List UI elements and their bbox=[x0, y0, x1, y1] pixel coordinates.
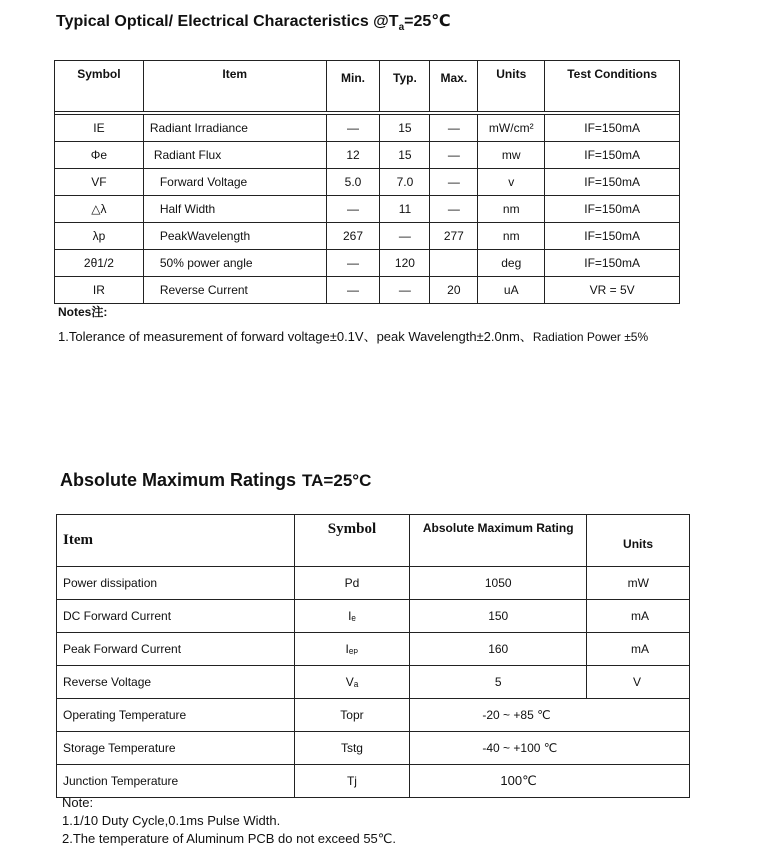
table-row bbox=[57, 633, 690, 666]
table-row bbox=[55, 277, 680, 304]
units-cell: mA bbox=[587, 633, 690, 666]
symbol-cell: Tj bbox=[294, 765, 410, 798]
symbol-cell: IR bbox=[55, 277, 144, 304]
table-row bbox=[55, 196, 680, 223]
units-cell: uA bbox=[478, 277, 545, 304]
note-label: Note: bbox=[62, 795, 94, 810]
table-header-row bbox=[55, 61, 680, 112]
min-cell: — bbox=[326, 277, 380, 304]
header-cell: Min. bbox=[326, 61, 380, 112]
units-cell: nm bbox=[478, 196, 545, 223]
item-cell: Forward Voltage bbox=[143, 169, 326, 196]
header-cell: Symbol bbox=[294, 515, 410, 567]
symbol-cell: 2θ1/2 bbox=[55, 250, 144, 277]
rating-cell: 1050 bbox=[410, 567, 587, 600]
max-cell: — bbox=[430, 196, 478, 223]
condition-cell: IF=150mA bbox=[545, 196, 680, 223]
typ-cell: 11 bbox=[380, 196, 430, 223]
notes-label: Notes注: bbox=[58, 305, 108, 319]
table-row bbox=[57, 732, 690, 765]
table-row bbox=[55, 250, 680, 277]
header-cell: Units bbox=[478, 61, 545, 112]
condition-cell: IF=150mA bbox=[545, 169, 680, 196]
max-cell bbox=[430, 250, 478, 277]
max-cell: 277 bbox=[430, 223, 478, 250]
typ-cell: 15 bbox=[380, 115, 430, 142]
units-cell: mW bbox=[587, 567, 690, 600]
min-cell: — bbox=[326, 250, 380, 277]
item-cell: Operating Temperature bbox=[57, 699, 295, 732]
symbol-cell: Tstg bbox=[294, 732, 410, 765]
symbol-cell: Iₑ bbox=[294, 600, 410, 633]
typ-cell: 15 bbox=[380, 142, 430, 169]
condition-cell: IF=150mA bbox=[545, 250, 680, 277]
rating-cell: -40 ~ +100 ℃ bbox=[410, 732, 690, 765]
table-row bbox=[55, 115, 680, 142]
typ-cell: — bbox=[380, 223, 430, 250]
header-cell: Test Conditions bbox=[545, 61, 680, 112]
table-row bbox=[55, 169, 680, 196]
item-cell: Half Width bbox=[143, 196, 326, 223]
rating-cell: 100℃ bbox=[410, 765, 690, 798]
rating-cell: 160 bbox=[410, 633, 587, 666]
item-cell: PeakWavelength bbox=[143, 223, 326, 250]
header-cell: Symbol bbox=[55, 61, 144, 112]
symbol-cell: Pd bbox=[294, 567, 410, 600]
typ-cell: 7.0 bbox=[380, 169, 430, 196]
note-line: 1.1/10 Duty Cycle,0.1ms Pulse Width. bbox=[62, 813, 281, 828]
condition-cell: IF=150mA bbox=[545, 115, 680, 142]
max-cell: — bbox=[430, 169, 478, 196]
item-cell: Storage Temperature bbox=[57, 732, 295, 765]
symbol-cell: VF bbox=[55, 169, 144, 196]
symbol-cell: Φe bbox=[55, 142, 144, 169]
min-cell: 12 bbox=[326, 142, 380, 169]
table-row bbox=[57, 765, 690, 798]
condition-cell: VR = 5V bbox=[545, 277, 680, 304]
typ-cell: — bbox=[380, 277, 430, 304]
units-cell: mw bbox=[478, 142, 545, 169]
rating-cell: 5 bbox=[410, 666, 587, 699]
units-cell: mW/cm² bbox=[478, 115, 545, 142]
min-cell: — bbox=[326, 196, 380, 223]
symbol-cell: λp bbox=[55, 223, 144, 250]
header-cell: Item bbox=[57, 515, 295, 567]
item-cell: Reverse Current bbox=[143, 277, 326, 304]
header-cell: Absolute Maximum Rating bbox=[410, 515, 587, 567]
units-cell: V bbox=[587, 666, 690, 699]
item-cell: DC Forward Current bbox=[57, 600, 295, 633]
item-cell: Reverse Voltage bbox=[57, 666, 295, 699]
units-cell: deg bbox=[478, 250, 545, 277]
absolute-max-ratings-table bbox=[56, 514, 690, 798]
condition-cell: IF=150mA bbox=[545, 142, 680, 169]
header-cell: Item bbox=[143, 61, 326, 112]
units-cell: nm bbox=[478, 223, 545, 250]
section1-title: Typical Optical/ Electrical Characteristics $@T_a=25℃$ bbox=[56, 13, 451, 34]
max-cell: 20 bbox=[430, 277, 478, 304]
item-cell: 50% power angle bbox=[143, 250, 326, 277]
header-cell: Max. bbox=[430, 61, 478, 112]
symbol-cell: Topr bbox=[294, 699, 410, 732]
item-cell: Junction Temperature bbox=[57, 765, 295, 798]
table-row bbox=[57, 600, 690, 633]
units-cell: mA bbox=[587, 600, 690, 633]
header-cell: Units bbox=[587, 515, 690, 567]
rating-cell: -20 ~ +85 ℃ bbox=[410, 699, 690, 732]
min-cell: — bbox=[326, 115, 380, 142]
section2-title: Absolute Maximum Ratings TA=25°C bbox=[60, 470, 372, 490]
table-row bbox=[57, 666, 690, 699]
symbol-cell: Vₐ bbox=[294, 666, 410, 699]
max-cell: — bbox=[430, 115, 478, 142]
header-cell: Typ. bbox=[380, 61, 430, 112]
min-cell: 267 bbox=[326, 223, 380, 250]
item-cell: Power dissipation bbox=[57, 567, 295, 600]
rating-cell: 150 bbox=[410, 600, 587, 633]
item-cell: Radiant Irradiance bbox=[143, 115, 326, 142]
max-cell: — bbox=[430, 142, 478, 169]
condition-cell: IF=150mA bbox=[545, 223, 680, 250]
table-row bbox=[57, 699, 690, 732]
table-row bbox=[57, 567, 690, 600]
item-cell: Radiant Flux bbox=[143, 142, 326, 169]
table-row bbox=[55, 142, 680, 169]
table-row bbox=[55, 223, 680, 250]
tolerance-note: 1.Tolerance of measurement of forward voltage±0.1V、peak Wavelength±2.0nm、Radiation Power ±5% bbox=[58, 329, 649, 344]
units-cell: v bbox=[478, 169, 545, 196]
note-line: 2.The temperature of Aluminum PCB do not exceed 55℃. bbox=[62, 831, 397, 846]
min-cell: 5.0 bbox=[326, 169, 380, 196]
optical-electrical-table bbox=[54, 60, 680, 304]
table-header-row bbox=[57, 515, 690, 567]
typ-cell: 120 bbox=[380, 250, 430, 277]
symbol-cell: Iₑₚ bbox=[294, 633, 410, 666]
notes-block bbox=[62, 794, 396, 848]
symbol-cell: △λ bbox=[55, 196, 144, 223]
item-cell: Peak Forward Current bbox=[57, 633, 295, 666]
symbol-cell: IE bbox=[55, 115, 144, 142]
